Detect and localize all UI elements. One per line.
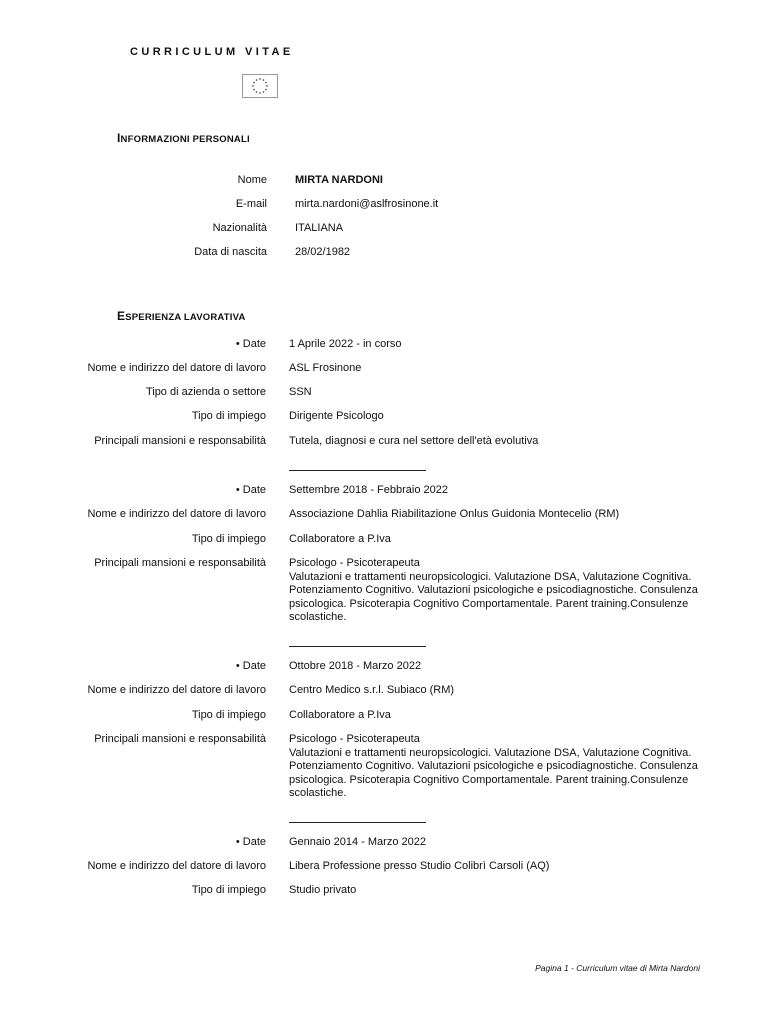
field-label: Nome e indirizzo del datore di lavoro [87,860,266,872]
field-label: Nome e indirizzo del datore di lavoro [87,684,266,696]
job-duties [289,733,699,801]
cv-title: CURRICULUM VITAE [130,46,294,58]
field-label: Nome e indirizzo del datore di lavoro [87,362,266,374]
job-duties [289,557,699,625]
duty-line: scolastiche. [289,611,347,623]
field-label: • Date [235,338,266,350]
page-footer: Pagina 1 - Curriculum vitae di Mirta Nardoni [535,963,700,973]
field-label: • Date [235,484,266,496]
field-label: Principali mansioni e responsabilità [94,733,266,745]
duty-line: scolastiche. [289,787,347,799]
duty-line: Valutazioni e trattamenti neuropsicologici. Valutazione DSA, Valutazione Cognitiva. [289,570,692,583]
duty-line: Potenziamento Cognitivo. Valutazioni psicologiche e psicodiagnostiche. Consulenza [289,760,698,772]
field-label: Tipo di azienda o settore [145,386,266,398]
field-value: ASL Frosinone [289,362,362,374]
eu-flag-icon [242,74,278,98]
experience-heading: ESPERIENZA LAVORATIVA [117,309,246,323]
personal-info-heading: INFORMAZIONI PERSONALI [117,131,250,145]
field-value: Collaboratore a P.Iva [289,709,391,721]
field-value: Tutela, diagnosi e cura nel settore dell'età evolutiva [289,435,539,447]
field-label: Nome e indirizzo del datore di lavoro [87,508,266,520]
field-label: Tipo di impiego [191,533,266,545]
job-separator [289,470,426,471]
field-value: SSN [289,386,312,398]
field-value: Dirigente Psicologo [289,410,384,422]
field-value: Centro Medico s.r.l. Subiaco (RM) [289,684,455,696]
field-value: Libera Professione presso Studio Colibrì Carsoli (AQ) [289,860,550,872]
duty-line: Psicologo - Psicoterapeuta [289,557,420,569]
field-label: Nazionalità [212,222,267,234]
field-value: Settembre 2018 - Febbraio 2022 [289,484,448,496]
field-label: E-mail [235,198,267,210]
duty-line: Valutazioni e trattamenti neuropsicologici. Valutazione DSA, Valutazione Cognitiva. [289,746,692,759]
field-value-email: mirta.nardoni@aslfrosinone.it [295,198,439,210]
field-label: Data di nascita [194,246,267,258]
duty-line: psicologica. Psicoterapia Cognitivo Comportamentale. Parent training.Consulenze [289,773,689,786]
field-label: Principali mansioni e responsabilità [94,435,266,447]
field-value: Associazione Dahlia Riabilitazione Onlus Guidonia Montecelio (RM) [289,508,620,520]
field-value: 1 Aprile 2022 - in corso [289,338,402,350]
field-label: Principali mansioni e responsabilità [94,557,266,569]
field-label: Tipo di impiego [191,709,266,721]
job-separator [289,646,426,647]
field-value: Ottobre 2018 - Marzo 2022 [289,660,422,672]
field-label: Tipo di impiego [191,884,266,896]
field-label: • Date [235,836,266,848]
field-value: Studio privato [289,884,357,896]
field-label: Nome [237,174,267,186]
field-value-birthdate: 28/02/1982 [295,246,351,258]
field-value-name: MIRTA NARDONI [295,174,383,186]
field-value: Gennaio 2014 - Marzo 2022 [289,836,426,848]
duty-line: Potenziamento Cognitivo. Valutazioni psicologiche e psicodiagnostiche. Consulenza [289,584,698,596]
field-label: Tipo di impiego [191,410,266,422]
duty-line: Psicologo - Psicoterapeuta [289,733,420,745]
duty-line: psicologica. Psicoterapia Cognitivo Comportamentale. Parent training.Consulenze [289,597,689,610]
job-separator [289,822,426,823]
field-value-nationality: ITALIANA [295,222,344,234]
field-value: Collaboratore a P.Iva [289,533,391,545]
field-label: • Date [235,660,266,672]
